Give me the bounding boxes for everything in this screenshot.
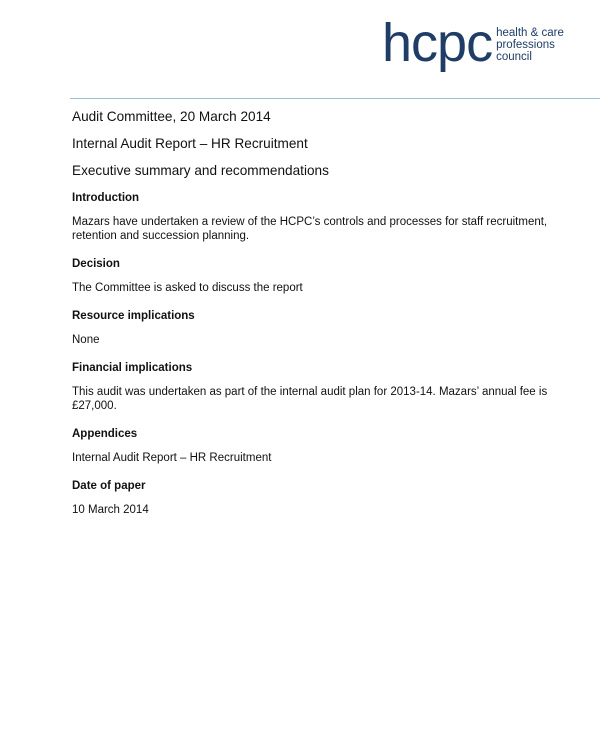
section-heading-financial-implications: Financial implications <box>72 362 193 374</box>
committee-date-title: Audit Committee, 20 March 2014 <box>72 109 271 124</box>
section-heading-introduction: Introduction <box>72 192 140 204</box>
logo-tagline-line: professions <box>496 39 555 51</box>
section-body-decision: The Committee is asked to discuss the report <box>72 282 303 294</box>
section-heading-decision: Decision <box>72 258 120 270</box>
logo-tagline-line: health & care <box>496 27 564 39</box>
report-title: Internal Audit Report – HR Recruitment <box>72 136 308 151</box>
section-body-introduction: Mazars have undertaken a review of the HCPC’s controls and processes for staff recruitment, retention and succession planning. <box>72 216 548 242</box>
section-body-date-of-paper: 10 March 2014 <box>72 504 149 516</box>
document-body <box>72 108 572 517</box>
section-heading-resource-implications: Resource implications <box>72 310 195 322</box>
section-body-resource-implications: None <box>72 334 100 346</box>
logo-tagline <box>496 27 564 63</box>
section-heading-appendices: Appendices <box>72 428 138 440</box>
logo-tagline-line: council <box>496 51 532 63</box>
summary-title: Executive summary and recommendations <box>72 163 329 178</box>
header-divider <box>70 98 600 99</box>
section-body-financial-implications: This audit was undertaken as part of the internal audit plan for 2013-14. Mazars’ annual fee is £27,000. <box>72 386 548 412</box>
section-body-appendices: Internal Audit Report – HR Recruitment <box>72 452 272 464</box>
section-heading-date-of-paper: Date of paper <box>72 480 146 492</box>
hcpc-logo <box>382 13 564 74</box>
logo-wordmark: hcpc <box>382 13 493 73</box>
